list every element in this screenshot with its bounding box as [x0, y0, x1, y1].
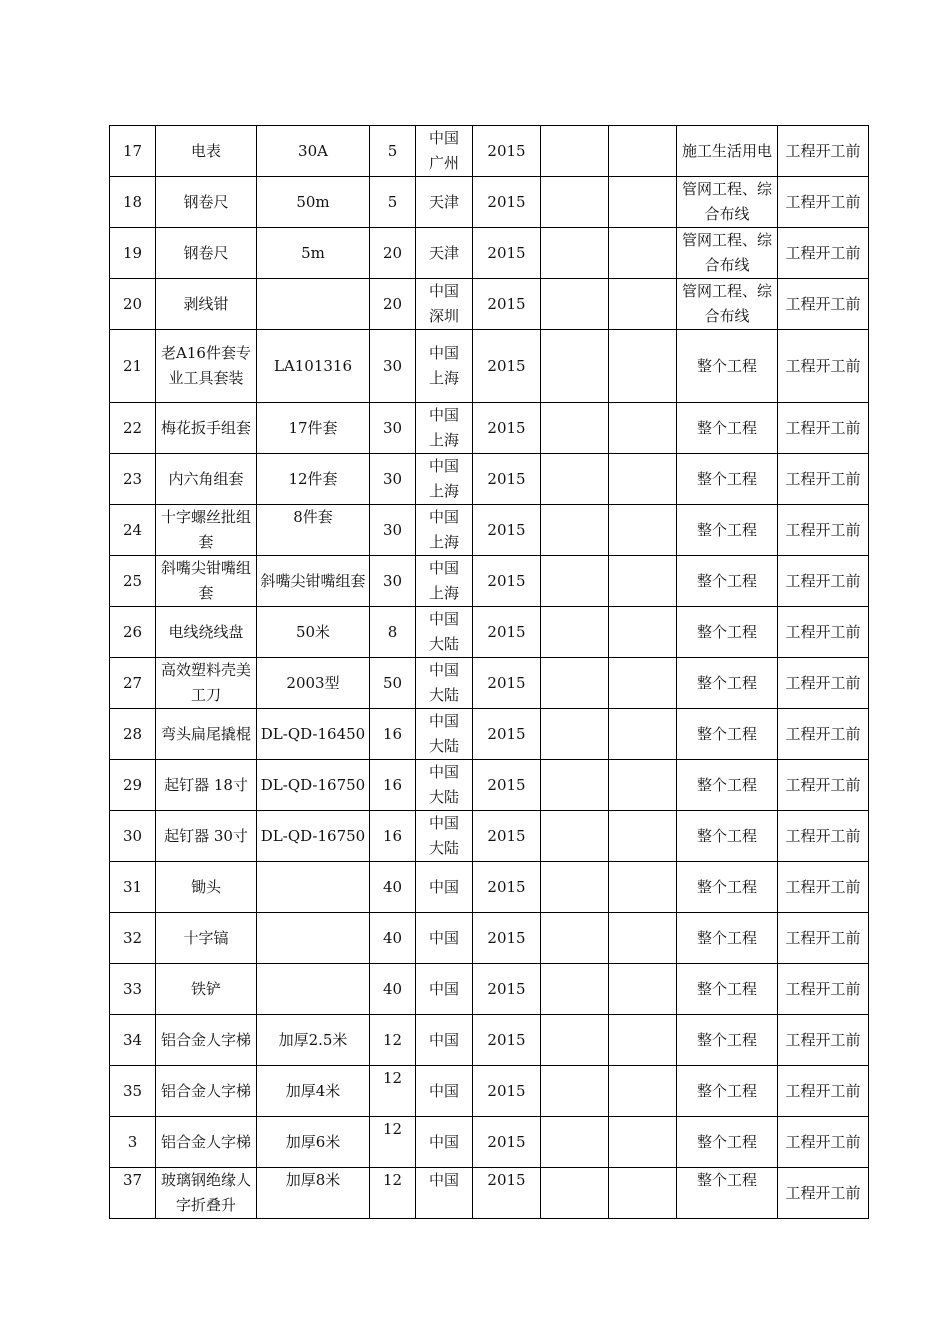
usage-cell: 整个工程 [677, 658, 778, 709]
year-cell: 2015 [473, 1168, 541, 1219]
quantity-cell: 30 [370, 454, 416, 505]
usage-cell: 整个工程 [677, 709, 778, 760]
time-cell: 工程开工前 [778, 862, 869, 913]
year-cell: 2015 [473, 403, 541, 454]
item-name-cell: 铁铲 [156, 964, 257, 1015]
spec-cell: 17件套 [257, 403, 370, 454]
quantity-cell: 12 [370, 1015, 416, 1066]
empty-cell [541, 1066, 609, 1117]
spec-cell [257, 913, 370, 964]
row-number-cell: 27 [110, 658, 156, 709]
origin-cell: 中国上海 [416, 403, 473, 454]
year-cell: 2015 [473, 228, 541, 279]
empty-cell [609, 505, 677, 556]
usage-cell: 整个工程 [677, 811, 778, 862]
origin-cell: 中国大陆 [416, 658, 473, 709]
empty-cell [541, 556, 609, 607]
origin-cell: 中国 [416, 964, 473, 1015]
empty-cell [609, 454, 677, 505]
usage-cell: 整个工程 [677, 913, 778, 964]
row-number-cell: 3 [110, 1117, 156, 1168]
year-cell: 2015 [473, 1066, 541, 1117]
time-cell: 工程开工前 [778, 1168, 869, 1219]
row-number-cell: 33 [110, 964, 156, 1015]
item-name-cell: 电表 [156, 126, 257, 177]
quantity-cell: 20 [370, 279, 416, 330]
year-cell: 2015 [473, 811, 541, 862]
quantity-cell: 5 [370, 126, 416, 177]
quantity-cell: 30 [370, 505, 416, 556]
origin-cell: 中国上海 [416, 556, 473, 607]
year-cell: 2015 [473, 556, 541, 607]
time-cell: 工程开工前 [778, 913, 869, 964]
table-row [110, 1015, 869, 1066]
item-name-cell: 十字镐 [156, 913, 257, 964]
table-row [110, 1066, 869, 1117]
time-cell: 工程开工前 [778, 505, 869, 556]
item-name-cell: 钢卷尺 [156, 228, 257, 279]
spec-cell: 2003型 [257, 658, 370, 709]
empty-cell [609, 709, 677, 760]
spec-cell: 50m [257, 177, 370, 228]
origin-cell: 中国 [416, 1015, 473, 1066]
row-number-cell: 32 [110, 913, 156, 964]
spec-cell [257, 862, 370, 913]
year-cell: 2015 [473, 760, 541, 811]
row-number-cell: 20 [110, 279, 156, 330]
item-name-cell: 钢卷尺 [156, 177, 257, 228]
time-cell: 工程开工前 [778, 228, 869, 279]
origin-cell: 中国广州 [416, 126, 473, 177]
time-cell: 工程开工前 [778, 403, 869, 454]
empty-cell [541, 658, 609, 709]
empty-cell [541, 607, 609, 658]
usage-cell: 管网工程、综合布线 [677, 177, 778, 228]
item-name-cell: 高效塑料壳美工刀 [156, 658, 257, 709]
empty-cell [541, 913, 609, 964]
table-row [110, 330, 869, 403]
table-row [110, 454, 869, 505]
spec-cell: 斜嘴尖钳嘴组套 [257, 556, 370, 607]
empty-cell [609, 658, 677, 709]
usage-cell: 整个工程 [677, 607, 778, 658]
item-name-cell: 斜嘴尖钳嘴组套 [156, 556, 257, 607]
table-row [110, 913, 869, 964]
usage-cell: 整个工程 [677, 403, 778, 454]
quantity-cell: 16 [370, 760, 416, 811]
row-number-cell: 34 [110, 1015, 156, 1066]
quantity-cell: 30 [370, 403, 416, 454]
origin-cell: 中国 [416, 1117, 473, 1168]
year-cell: 2015 [473, 279, 541, 330]
item-name-cell: 玻璃钢绝缘人字折叠升 [156, 1168, 257, 1219]
empty-cell [609, 1066, 677, 1117]
usage-cell: 整个工程 [677, 505, 778, 556]
year-cell: 2015 [473, 658, 541, 709]
table-row [110, 505, 869, 556]
item-name-cell: 起钉器 18寸 [156, 760, 257, 811]
table-row [110, 760, 869, 811]
origin-cell: 中国上海 [416, 330, 473, 403]
quantity-cell: 50 [370, 658, 416, 709]
item-name-cell: 内六角组套 [156, 454, 257, 505]
origin-cell: 中国大陆 [416, 811, 473, 862]
empty-cell [541, 1168, 609, 1219]
item-name-cell: 电线绕线盘 [156, 607, 257, 658]
empty-cell [609, 964, 677, 1015]
empty-cell [609, 403, 677, 454]
row-number-cell: 35 [110, 1066, 156, 1117]
quantity-cell: 12 [370, 1168, 416, 1219]
spec-cell: DL-QD-16450 [257, 709, 370, 760]
year-cell: 2015 [473, 913, 541, 964]
quantity-cell: 5 [370, 177, 416, 228]
empty-cell [541, 330, 609, 403]
origin-cell: 中国大陆 [416, 607, 473, 658]
spec-cell: 8件套 [257, 505, 370, 556]
empty-cell [609, 1168, 677, 1219]
year-cell: 2015 [473, 505, 541, 556]
year-cell: 2015 [473, 126, 541, 177]
empty-cell [609, 760, 677, 811]
empty-cell [609, 126, 677, 177]
usage-cell: 管网工程、综合布线 [677, 279, 778, 330]
usage-cell: 整个工程 [677, 556, 778, 607]
table-row [110, 811, 869, 862]
spec-cell: 加厚4米 [257, 1066, 370, 1117]
quantity-cell: 8 [370, 607, 416, 658]
row-number-cell: 23 [110, 454, 156, 505]
quantity-cell: 16 [370, 709, 416, 760]
quantity-cell: 30 [370, 556, 416, 607]
empty-cell [541, 505, 609, 556]
empty-cell [541, 279, 609, 330]
usage-cell: 整个工程 [677, 760, 778, 811]
time-cell: 工程开工前 [778, 811, 869, 862]
table-row [110, 709, 869, 760]
origin-cell: 中国 [416, 1168, 473, 1219]
spec-cell [257, 964, 370, 1015]
row-number-cell: 25 [110, 556, 156, 607]
origin-cell: 天津 [416, 177, 473, 228]
time-cell: 工程开工前 [778, 1117, 869, 1168]
quantity-cell: 40 [370, 964, 416, 1015]
item-name-cell: 弯头扁尾撬棍 [156, 709, 257, 760]
time-cell: 工程开工前 [778, 454, 869, 505]
usage-cell: 整个工程 [677, 1117, 778, 1168]
item-name-cell: 锄头 [156, 862, 257, 913]
equipment-table [109, 125, 869, 1219]
table-row [110, 177, 869, 228]
quantity-cell: 12 [370, 1066, 416, 1117]
empty-cell [609, 330, 677, 403]
item-name-cell: 梅花扳手组套 [156, 403, 257, 454]
usage-cell: 整个工程 [677, 1015, 778, 1066]
empty-cell [609, 279, 677, 330]
empty-cell [609, 811, 677, 862]
origin-cell: 中国深圳 [416, 279, 473, 330]
quantity-cell: 20 [370, 228, 416, 279]
usage-cell: 整个工程 [677, 330, 778, 403]
empty-cell [541, 454, 609, 505]
empty-cell [609, 1015, 677, 1066]
origin-cell: 中国 [416, 862, 473, 913]
table-row [110, 862, 869, 913]
table-row [110, 607, 869, 658]
year-cell: 2015 [473, 454, 541, 505]
row-number-cell: 21 [110, 330, 156, 403]
table-row [110, 658, 869, 709]
empty-cell [609, 913, 677, 964]
empty-cell [609, 862, 677, 913]
row-number-cell: 17 [110, 126, 156, 177]
empty-cell [609, 556, 677, 607]
spec-cell: DL-QD-16750 [257, 811, 370, 862]
quantity-cell: 12 [370, 1117, 416, 1168]
spec-cell: LA101316 [257, 330, 370, 403]
usage-cell: 管网工程、综合布线 [677, 228, 778, 279]
spec-cell: 50米 [257, 607, 370, 658]
year-cell: 2015 [473, 1015, 541, 1066]
item-name-cell: 铝合金人字梯 [156, 1066, 257, 1117]
time-cell: 工程开工前 [778, 126, 869, 177]
empty-cell [609, 228, 677, 279]
origin-cell: 中国 [416, 913, 473, 964]
document-page [109, 125, 868, 1219]
year-cell: 2015 [473, 964, 541, 1015]
year-cell: 2015 [473, 862, 541, 913]
time-cell: 工程开工前 [778, 658, 869, 709]
time-cell: 工程开工前 [778, 330, 869, 403]
origin-cell: 中国上海 [416, 454, 473, 505]
time-cell: 工程开工前 [778, 964, 869, 1015]
time-cell: 工程开工前 [778, 1066, 869, 1117]
empty-cell [609, 607, 677, 658]
spec-cell: 加厚8米 [257, 1168, 370, 1219]
spec-cell [257, 279, 370, 330]
empty-cell [541, 964, 609, 1015]
empty-cell [541, 862, 609, 913]
empty-cell [541, 1015, 609, 1066]
item-name-cell: 起钉器 30寸 [156, 811, 257, 862]
spec-cell: 加厚6米 [257, 1117, 370, 1168]
time-cell: 工程开工前 [778, 1015, 869, 1066]
origin-cell: 中国大陆 [416, 760, 473, 811]
row-number-cell: 18 [110, 177, 156, 228]
empty-cell [541, 811, 609, 862]
spec-cell: 加厚2.5米 [257, 1015, 370, 1066]
usage-cell: 整个工程 [677, 1168, 778, 1219]
row-number-cell: 26 [110, 607, 156, 658]
quantity-cell: 30 [370, 330, 416, 403]
empty-cell [541, 177, 609, 228]
table-row [110, 1168, 869, 1219]
row-number-cell: 31 [110, 862, 156, 913]
origin-cell: 中国上海 [416, 505, 473, 556]
row-number-cell: 19 [110, 228, 156, 279]
row-number-cell: 29 [110, 760, 156, 811]
time-cell: 工程开工前 [778, 760, 869, 811]
spec-cell: 12件套 [257, 454, 370, 505]
table-row [110, 279, 869, 330]
empty-cell [541, 1117, 609, 1168]
time-cell: 工程开工前 [778, 279, 869, 330]
origin-cell: 中国 [416, 1066, 473, 1117]
empty-cell [609, 1117, 677, 1168]
year-cell: 2015 [473, 177, 541, 228]
time-cell: 工程开工前 [778, 556, 869, 607]
spec-cell: DL-QD-16750 [257, 760, 370, 811]
row-number-cell: 28 [110, 709, 156, 760]
row-number-cell: 22 [110, 403, 156, 454]
quantity-cell: 40 [370, 913, 416, 964]
table-row [110, 964, 869, 1015]
spec-cell: 5m [257, 228, 370, 279]
origin-cell: 中国大陆 [416, 709, 473, 760]
table-row [110, 1117, 869, 1168]
quantity-cell: 40 [370, 862, 416, 913]
row-number-cell: 37 [110, 1168, 156, 1219]
item-name-cell: 剥线钳 [156, 279, 257, 330]
usage-cell: 整个工程 [677, 454, 778, 505]
item-name-cell: 铝合金人字梯 [156, 1015, 257, 1066]
spec-cell: 30A [257, 126, 370, 177]
table-row [110, 556, 869, 607]
year-cell: 2015 [473, 709, 541, 760]
empty-cell [541, 760, 609, 811]
row-number-cell: 24 [110, 505, 156, 556]
time-cell: 工程开工前 [778, 177, 869, 228]
usage-cell: 整个工程 [677, 964, 778, 1015]
empty-cell [541, 126, 609, 177]
quantity-cell: 16 [370, 811, 416, 862]
empty-cell [541, 403, 609, 454]
time-cell: 工程开工前 [778, 709, 869, 760]
table-row [110, 228, 869, 279]
table-row [110, 126, 869, 177]
year-cell: 2015 [473, 607, 541, 658]
item-name-cell: 十字螺丝批组套 [156, 505, 257, 556]
item-name-cell: 老A16件套专业工具套装 [156, 330, 257, 403]
row-number-cell: 30 [110, 811, 156, 862]
empty-cell [541, 709, 609, 760]
table-row [110, 403, 869, 454]
empty-cell [609, 177, 677, 228]
year-cell: 2015 [473, 1117, 541, 1168]
origin-cell: 天津 [416, 228, 473, 279]
time-cell: 工程开工前 [778, 607, 869, 658]
empty-cell [541, 228, 609, 279]
table-body [110, 126, 869, 1219]
usage-cell: 整个工程 [677, 862, 778, 913]
usage-cell: 整个工程 [677, 1066, 778, 1117]
year-cell: 2015 [473, 330, 541, 403]
item-name-cell: 铝合金人字梯 [156, 1117, 257, 1168]
usage-cell: 施工生活用电 [677, 126, 778, 177]
